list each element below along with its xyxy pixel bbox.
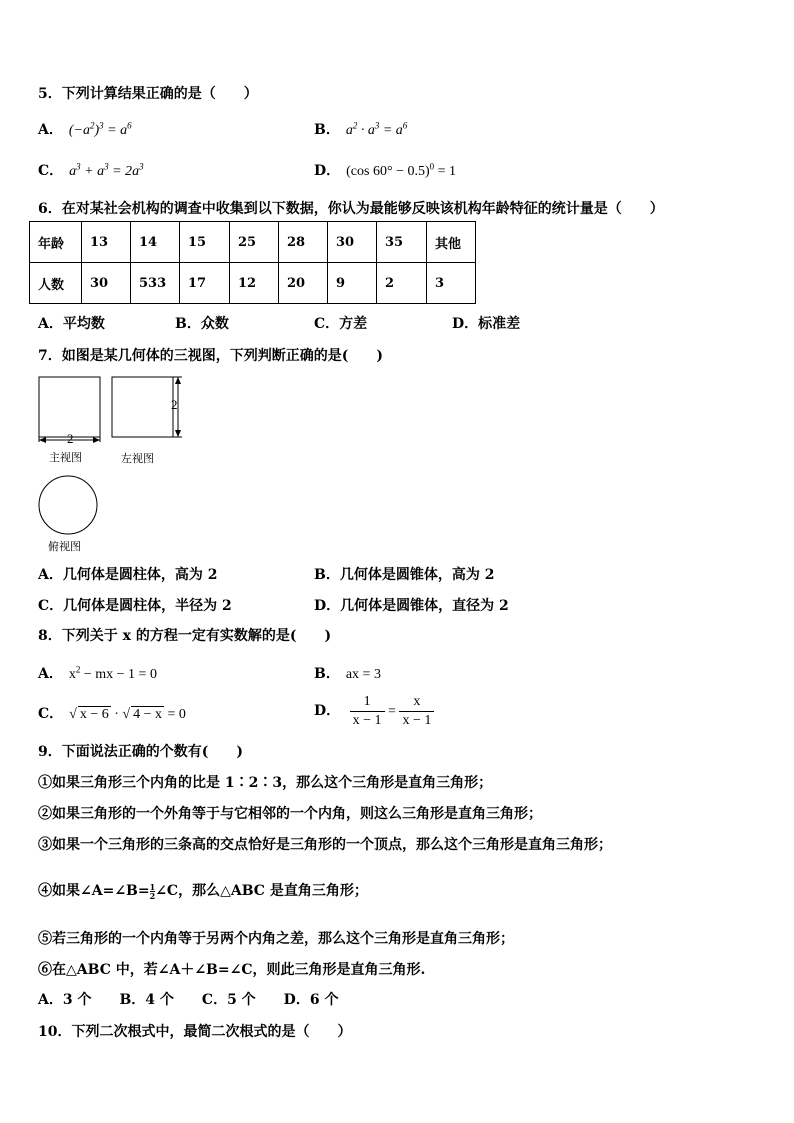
table-cell: 9 [328,263,377,304]
table-cell: 13 [82,222,131,263]
q7-stem: 7．如图是某几何体的三视图，下列判断正确的是( ) [38,348,383,364]
q5-option-d: D． (cos 60° − 0.5)$^0$ = 1 [314,161,457,179]
front-view-caption: 主视图 [49,451,82,464]
side-dim-label: 2 [171,397,178,412]
table-cell: 533 [131,263,180,304]
q7-option-b: B．几何体是圆锥体，高为 2 [314,567,495,583]
q9-statement-6: ⑥在△ABC 中，若∠A＋∠B=∠C，则此三角形是直角三角形. [38,962,426,978]
table-cell: 30 [328,222,377,263]
front-dim-label: 2 [67,431,74,446]
top-view-circle [39,476,97,534]
q5-option-b: B． $a^2 \cdot a^3 = a^6$ [314,120,408,138]
table-cell: 14 [131,222,180,263]
side-view-caption: 左视图 [121,452,154,465]
q9-statement-3: ③如果一个三角形的三条高的交点恰好是三角形的一个顶点，那么这个三角形是直角三角形； [38,837,612,853]
q9-options: A．3 个 B．4 个 C．5 个 D．6 个 [38,992,339,1008]
q9-statement-4: ④如果∠A=∠B= $\frac{1}{2}$ ∠C，那么△ABC 是直角三角形； [38,881,368,901]
q6-stem: 6．在对某社会机构的调查中收集到以下数据，你认为最能够反映该机构年龄特征的统计量是（ ） [38,201,664,217]
table-cell: 20 [279,263,328,304]
q8-option-d: D． $\frac{1}{x - 1}$ = $\frac{x}{x - 1}$ [314,693,434,730]
q5-stem: 5．下列计算结果正确的是（ ） [38,86,258,102]
q10-stem: 10．下列二次根式中，最简二次根式的是（ ） [38,1024,352,1040]
front-view-square [39,377,100,437]
arrow-down-icon [175,430,181,437]
arrow-left-icon [39,437,46,443]
table-cell: 人数 [30,263,82,304]
top-view-caption: 俯视图 [48,540,81,553]
q9-statement-2: ②如果三角形的一个外角等于与它相邻的一个内角，则这么三角形是直角三角形； [38,806,542,822]
q9-stem: 9．下面说法正确的个数有( ) [38,744,243,760]
q7-option-c: C．几何体是圆柱体，半径为 2 [38,598,232,614]
q9-statement-1: ①如果三角形三个内角的比是 1∶2∶3，那么这个三角形是直角三角形； [38,775,493,791]
q8-option-c: C． √ x − 6 · √ 4 − x = 0 [38,706,186,722]
q8-option-a: A． $x^2$ − mx − 1 = 0 [38,664,157,682]
table-cell: 12 [230,263,279,304]
q8-option-b: B． ax = 3 [314,666,381,682]
q6-option-a: A．平均数 [38,316,105,332]
q9-statement-5: ⑤若三角形的一个内角等于另两个内角之差，那么这个三角形是直角三角形； [38,931,514,947]
arrow-up-icon [175,377,181,384]
q7-option-d: D．几何体是圆锥体，直径为 2 [314,598,509,614]
side-view-square [112,377,173,437]
q6-option-d: D．标准差 [452,316,521,332]
age-table [29,221,476,304]
q8-stem: 8．下列关于 x 的方程一定有实数解的是( ) [38,628,332,644]
table-row [30,222,476,263]
table-cell: 28 [279,222,328,263]
q6-option-b: B．众数 [175,316,229,332]
q7-option-a: A．几何体是圆柱体，高为 2 [38,567,218,583]
table-cell: 30 [82,263,131,304]
table-cell: 25 [230,222,279,263]
q6-option-c: C．方差 [314,316,368,332]
table-cell: 3 [427,263,476,304]
table-cell: 年龄 [30,222,82,263]
table-cell: 其他 [427,222,476,263]
table-cell: 35 [377,222,427,263]
arrow-right-icon [93,437,100,443]
q5-option-a: A． $(-a^2)^3 = a^6$ [38,120,132,138]
q5-option-c: C． $a^3 + a^3 = 2a^3$ [38,161,144,179]
table-cell: 2 [377,263,427,304]
table-row [30,263,476,304]
table-cell: 17 [180,263,230,304]
table-cell: 15 [180,222,230,263]
